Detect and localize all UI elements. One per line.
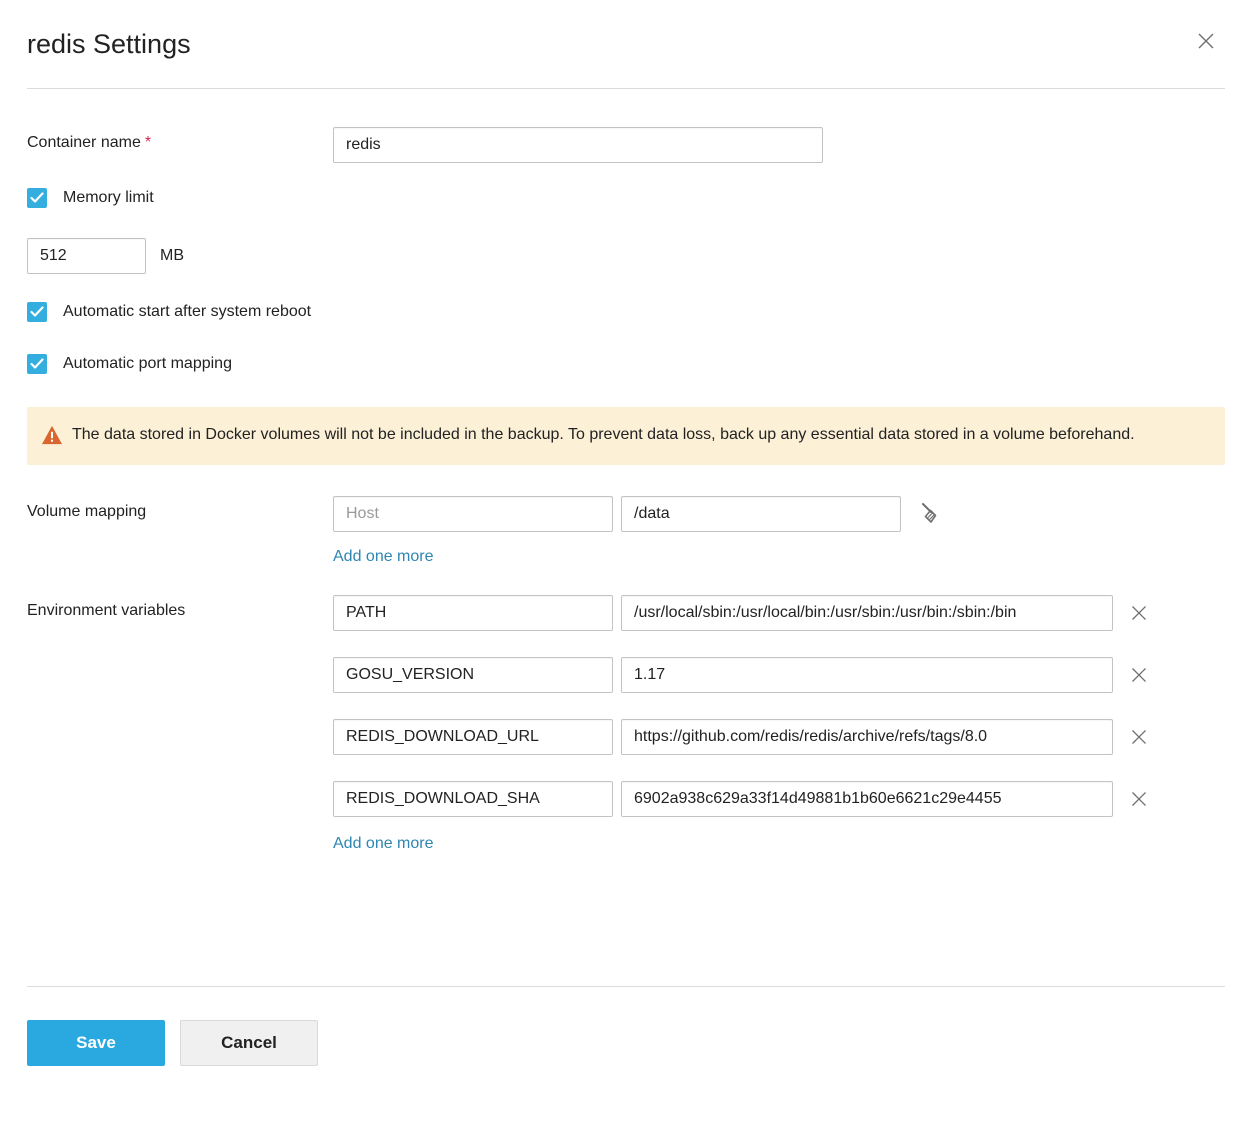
volume-mapping-fields bbox=[333, 496, 946, 566]
auto-port-checkbox[interactable] bbox=[27, 354, 47, 374]
close-button[interactable] bbox=[1195, 30, 1217, 52]
remove-env-row-button[interactable] bbox=[1130, 728, 1148, 746]
page-title: redis Settings bbox=[27, 29, 191, 59]
env-add-one-more-link[interactable]: Add one more bbox=[333, 835, 434, 852]
memory-limit-input[interactable] bbox=[27, 238, 146, 274]
env-row bbox=[333, 595, 1148, 631]
dialog-footer bbox=[27, 1020, 1225, 1066]
env-name-input[interactable] bbox=[333, 781, 613, 817]
volume-mapping-label: Volume mapping bbox=[27, 503, 147, 520]
required-asterisk: * bbox=[144, 134, 152, 151]
volume-host-input[interactable] bbox=[333, 496, 613, 532]
container-name-label: Container name * bbox=[27, 134, 152, 151]
remove-env-row-button[interactable] bbox=[1130, 604, 1148, 622]
auto-start-row bbox=[27, 302, 1225, 322]
remove-icon bbox=[1130, 666, 1148, 684]
env-value-input[interactable] bbox=[621, 595, 1113, 631]
save-button[interactable]: Save bbox=[27, 1020, 165, 1066]
env-row bbox=[333, 719, 1148, 755]
container-name-row bbox=[27, 127, 1225, 163]
warning-icon bbox=[41, 425, 63, 450]
auto-start-checkbox[interactable] bbox=[27, 302, 47, 322]
checkmark-icon bbox=[30, 306, 44, 318]
env-name-input[interactable] bbox=[333, 595, 613, 631]
memory-limit-row bbox=[27, 188, 1225, 208]
volume-container-input[interactable] bbox=[621, 496, 901, 532]
remove-env-row-button[interactable] bbox=[1130, 790, 1148, 808]
volume-pair bbox=[333, 496, 946, 532]
env-name-input[interactable] bbox=[333, 657, 613, 693]
clear-row-button[interactable] bbox=[918, 500, 946, 528]
env-value-input[interactable] bbox=[621, 719, 1113, 755]
env-row bbox=[333, 781, 1148, 817]
env-row bbox=[333, 657, 1148, 693]
memory-value-row bbox=[27, 238, 1225, 274]
dialog-header bbox=[27, 26, 1225, 62]
remove-env-row-button[interactable] bbox=[1130, 666, 1148, 684]
env-name-input[interactable] bbox=[333, 719, 613, 755]
memory-limit-label[interactable]: Memory limit bbox=[63, 189, 154, 206]
auto-port-row bbox=[27, 354, 1225, 374]
settings-form bbox=[27, 127, 1225, 853]
env-value-input[interactable] bbox=[621, 657, 1113, 693]
footer-divider bbox=[27, 986, 1225, 987]
memory-unit-label: MB bbox=[160, 247, 184, 264]
remove-icon bbox=[1130, 790, 1148, 808]
env-variables-row bbox=[27, 595, 1225, 853]
backup-warning-banner bbox=[27, 407, 1225, 465]
auto-start-label[interactable]: Automatic start after system reboot bbox=[63, 303, 312, 320]
env-variables-label: Environment variables bbox=[27, 602, 186, 619]
header-divider bbox=[27, 88, 1225, 89]
volume-mapping-row bbox=[27, 496, 1225, 566]
auto-port-label[interactable]: Automatic port mapping bbox=[63, 355, 232, 372]
volume-add-one-more-link[interactable]: Add one more bbox=[333, 548, 434, 565]
close-icon bbox=[1195, 30, 1217, 52]
broom-icon bbox=[918, 500, 946, 528]
memory-limit-checkbox[interactable] bbox=[27, 188, 47, 208]
remove-icon bbox=[1130, 728, 1148, 746]
checkmark-icon bbox=[30, 192, 44, 204]
remove-icon bbox=[1130, 604, 1148, 622]
env-value-input[interactable] bbox=[621, 781, 1113, 817]
container-name-input[interactable] bbox=[333, 127, 823, 163]
warning-text: The data stored in Docker volumes will not be included in the backup. To prevent data loss, back up any essential data stored in a volume beforehand. bbox=[72, 426, 1135, 443]
env-rows bbox=[333, 595, 1148, 853]
checkmark-icon bbox=[30, 358, 44, 370]
cancel-button[interactable]: Cancel bbox=[180, 1020, 318, 1066]
